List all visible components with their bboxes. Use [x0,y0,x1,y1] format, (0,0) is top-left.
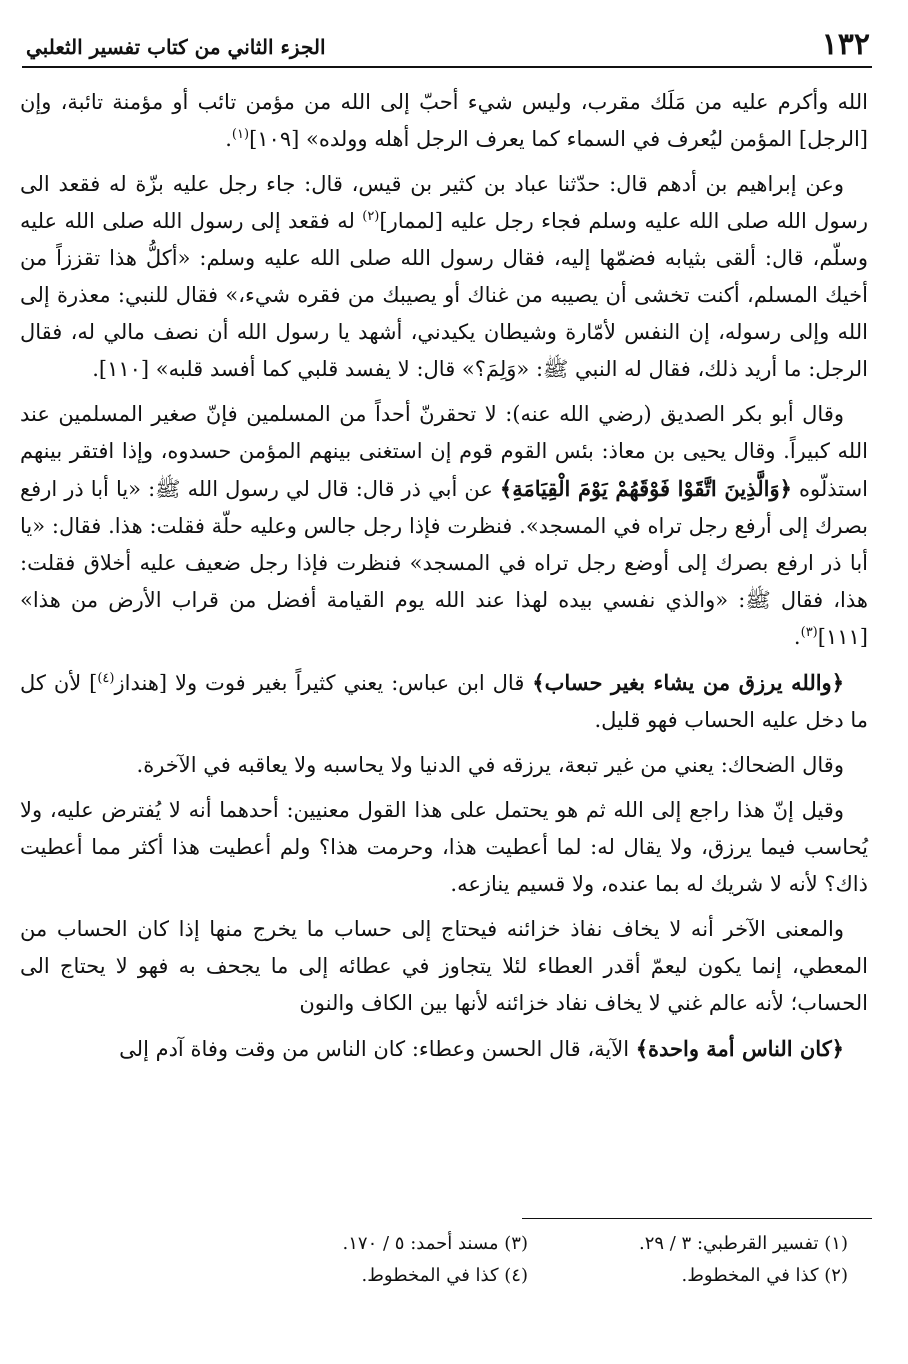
paragraph-1 [20,84,868,158]
paragraph-5 [20,747,868,784]
quran-verse: ﴿والله يرزق من يشاء بغير حساب﴾ [532,670,845,695]
footnote-3: (٣) مسند أحمد: ٥ / ١٧٠. [342,1233,528,1254]
footnote-ref: (٤) [97,671,115,686]
text-run: والمعنى الآخر أنه لا يخاف نفاذ خزائنه فيحتاج إلى حساب ما يخرج منها إذا كان الحساب من المعطي، إنما يكون ليعمّ أقدر العطاء لئلا يتجاوز في عطائه إلى ما يجحف به فهو لا يحتاج الى الحساب؛ لأنه عالم غني لا يخاف نفاد خزائنه لأنها بين الكاف والنون [20,917,868,1015]
quran-verse: ﴿كان الناس أمة واحدة﴾ [635,1036,844,1061]
paragraph-8 [20,1030,868,1068]
footnote-ref: (١) [231,127,250,142]
running-title: الجزء الثاني من كتاب تفسير الثعلبي [26,35,326,59]
text-run: . [225,127,232,151]
body-text [20,84,868,1072]
footnote-1: (١) تفسير القرطبي: ٣ / ٢٩. [638,1233,848,1254]
text-run: عن أبي ذر قال: قال لي رسول الله ﷺ: «يا أبا ذر ارفع بصرك إلى أرفع رجل تراه في المسجد». فنظرت فإذا رجل جالس وعليه حلّة فقلت: هذا. فقال: «يا أبا ذر ارفع بصرك إلى أوضع رجل تراه في المسجد» فنظرت فإذا رجل ضعيف عليه أخلاق فقلت: هذا، فقال ﷺ: «والذي نفسي بيده لهذا عند الله يوم القيامة أفضل من قراب الأرض من هذا» [١١١] [20,477,868,649]
page-header [22,26,872,68]
paragraph-4 [20,664,868,739]
paragraph-7 [20,911,868,1022]
text-run: وقال أبو بكر الصديق (رضي الله عنه): لا تحقرنّ أحداً من المسلمين فإنّ صغير المسلمين عند الله كبيراً. وقال يحيى بن معاذ: بئس القوم قوم إن استغنى بينهم المؤمن حسدوه، وإذا افتقر بينهم استذلّوه [20,402,869,501]
paragraph-6 [20,792,868,903]
footnote-ref: (٣) [800,625,818,640]
text-run: الله وأكرم عليه من مَلَك مقرب، وليس شيء أحبّ إلى الله من مؤمن تائب أو مؤمنة تائبة، وإن [الرجل] المؤمن ليُعرف في السماء كما يعرف الرجل أهله وولده» [١٠٩] [20,90,868,151]
quran-verse: ﴿وَالَّذِينَ اتَّقَوْا فَوْقَهُمْ يَوْمَ الْقِيَامَةِ﴾ [499,476,792,501]
text-run: له فقعد إلى رسول الله صلى الله عليه وسلّم، قال: ألقى بثيابه فضمّها إليه، فقال رسول الله صلى الله عليه وسلم: «أكلُّ هذا تقززاً من أخيك المسلم، أكنت تخشى أن يصيبه من غناك أو يصيبك من فقره شيء،» فقال للنبي: معذرة إلى الله وإلى رسوله، إن النفس لأمّارة وشيطان يكيدني، أشهد يا رسول الله أن نصف مالي له، فقال الرجل: ما أريد ذلك، فقال له النبي ﷺ: «وَلِمَ؟» قال: لا يفسد قلبي كما أفسد قلبه» [١١٠]. [20,209,868,381]
text-run: وعن إبراهيم بن أدهم قال: حدّثنا عباد بن كثير بن قيس، قال: جاء رجل عليه بزّة له فقعد الى رسول الله صلى الله عليه وسلم فجاء رجل عليه [لممار] [20,172,868,233]
text-run: وقال الضحاك: يعني من غير تبعة، يرزقه في الدنيا ولا يحاسبه ولا يعاقبه في الآخرة. [136,753,844,777]
paragraph-2 [20,166,868,388]
text-run: ] لأن كل ما دخل عليه الحساب فهو قليل. [20,671,868,732]
paragraph-3 [20,396,868,656]
page-number: ١٣٢ [821,27,870,62]
footnotes [170,1230,848,1300]
footnote-divider [522,1218,872,1219]
text-run: الآية، قال الحسن وعطاء: كان الناس من وقت وفاة آدم إلى [119,1037,636,1061]
footnote-4: (٤) كذا في المخطوط. [361,1265,528,1286]
footnote-ref: (٢) [362,209,380,224]
footnote-2: (٢) كذا في المخطوط. [681,1265,848,1286]
text-run: قال ابن عباس: يعني كثيراً بغير فوت ولا [هنداز [114,671,533,695]
text-run: . [793,625,801,649]
text-run: وقيل إنّ هذا راجع إلى الله ثم هو يحتمل على هذا القول معنيين: أحدهما أنه لا يُفترض عليه، ولا يُحاسب فيما يرزق، ولا يقال له: لما أعطيت هذا، وحرمت هذا؟ ولم أعطيت هذا أكثر مما أعطيت ذاك؟ لأنه لا شريك له بما عنده، ولا قسيم ينازعه. [20,798,868,896]
